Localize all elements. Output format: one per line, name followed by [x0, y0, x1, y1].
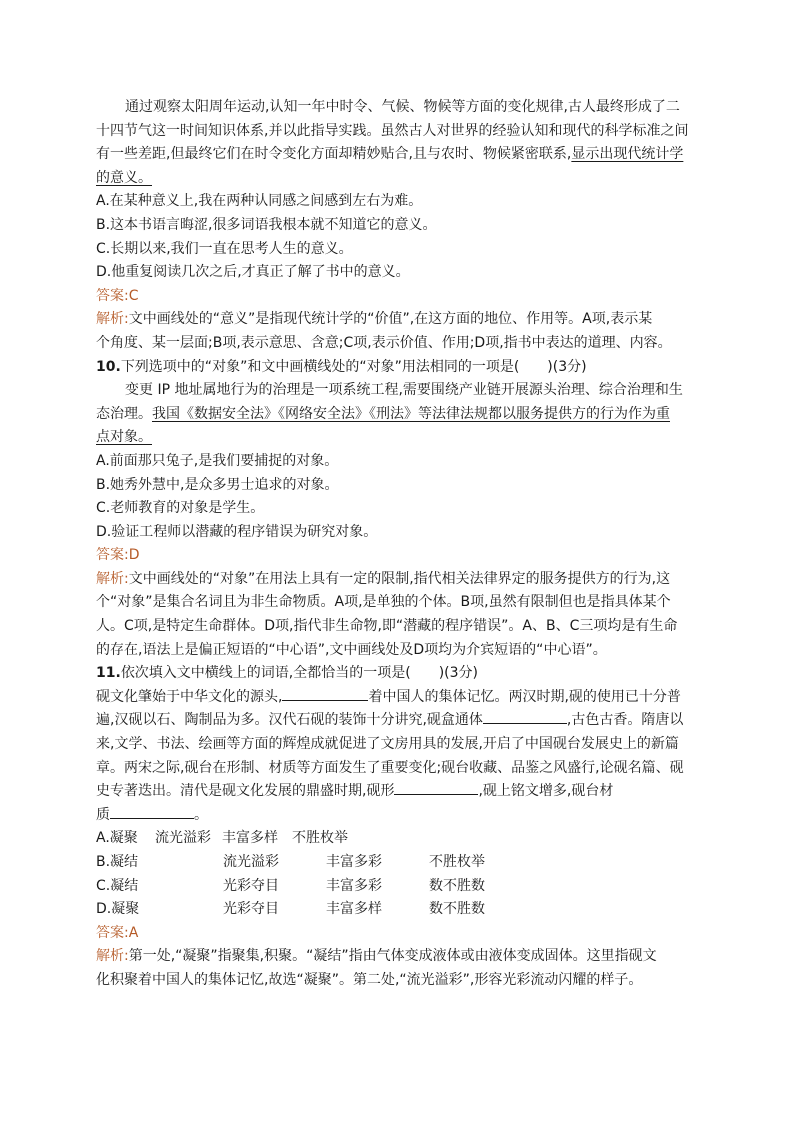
question-number: 10. [96, 358, 121, 375]
option-word: 不胜枚举 [429, 854, 485, 870]
passage-text: 砚文化肇始于中华文化的源头, [96, 688, 283, 705]
option-d: D.他重复阅读几次之后,才真正了解了书中的意义。 [96, 264, 410, 281]
answer-label: 答案: [96, 547, 129, 564]
q9-passage-line: 通过观察太阳周年运动,认知一年中时令、气候、物候等方面的变化规律,古人最终形成了二 [125, 99, 680, 115]
passage-text: ,砚上铭文增多,砚台材 [478, 783, 614, 800]
option-word: 不胜枚举 [292, 830, 348, 847]
option-c [96, 875, 702, 899]
analysis-text: 文中画线处的“意义”是指现代统计学的“价值”,在这方面的地位、作用等。A项,表示某 [128, 311, 653, 328]
q10-passage-line [96, 403, 702, 427]
option-word: 丰富多样 [326, 901, 382, 918]
underlined-phrase: 的意义。 [96, 169, 152, 186]
option-word: 流光溢彩 [223, 854, 279, 870]
question-stem: 下列选项中的“对象”和文中画横线处的“对象”用法相同的一项是( )(3分) [120, 358, 587, 375]
option-word: A.凝聚 [96, 830, 138, 847]
option-word: C.凝结 [96, 877, 139, 894]
answer-label: 答案: [96, 924, 129, 941]
answer [96, 922, 702, 946]
analysis [96, 945, 702, 969]
q11-passage-line: 章。两宋之际,砚台在形制、材质等方面发生了重要变化;砚台收藏、品鉴之风盛行,论砚名篇、砚 [96, 759, 684, 776]
fill-blank [282, 686, 368, 701]
analysis [96, 568, 702, 592]
passage-text: 有一些差距,但最终它们在时令变化方面却精妙贴合,且与农时、物候紧密联系, [96, 146, 572, 163]
option-a [96, 827, 702, 851]
passage-text: 着中国人的集体记忆。两汉时期,砚的使用已十分普 [368, 688, 681, 705]
option-word: 丰富多彩 [326, 877, 382, 894]
option-word: 丰富多样 [222, 830, 278, 847]
option-d: D.验证工程师以潜藏的程序错误为研究对象。 [96, 523, 378, 540]
analysis-line: 化积聚着中国人的集体记忆,故选“凝聚”。第二处,“流光溢彩”,形容光彩流动闪耀的样子。 [96, 971, 643, 988]
option-c: C.长期以来,我们一直在思考人生的意义。 [96, 240, 353, 257]
option-word: 光彩夺目 [223, 901, 279, 918]
option-word: 丰富多彩 [326, 854, 382, 870]
answer [96, 285, 702, 309]
analysis-text: 第一处,“凝聚”指聚集,积聚。“凝结”指由气体变成液体或由液体变成固体。这里指砚文 [128, 948, 657, 965]
answer-label: 答案: [96, 287, 129, 304]
passage-text: 遍,汉砚以石、陶制品为多。汉代石砚的装饰十分讲究,砚盒通体 [96, 712, 483, 729]
q11-passage-line: 来,文学、书法、绘画等方面的辉煌成就促进了文房用具的发展,开启了中国砚台发展史上的新篇 [96, 736, 679, 753]
analysis [96, 308, 702, 332]
option-b: B.这本书语言晦涩,很多词语我根本就不知道它的意义。 [96, 216, 437, 233]
underlined-phrase: 点对象。 [96, 429, 152, 446]
option-b [96, 851, 702, 875]
question-number: 11. [96, 665, 121, 682]
option-b: B.她秀外慧中,是众多男士追求的对象。 [96, 476, 339, 493]
option-a: A.在某种意义上,我在两种认同感之间感到左右为难。 [96, 193, 423, 210]
passage-text: 质 [96, 806, 110, 823]
option-word: 数不胜数 [429, 901, 485, 918]
option-word: 流光溢彩 [155, 830, 211, 847]
analysis-label: 解析: [96, 570, 129, 587]
passage-text: 态治理。 [96, 405, 152, 422]
option-a: A.前面那只兔子,是我们要捕捉的对象。 [96, 452, 339, 469]
question-10 [96, 356, 702, 380]
answer-value: A [128, 924, 139, 941]
q10-passage-line: 变更 IP 地址属地行为的治理是一项系统工程,需要围绕产业链开展源头治理、综合治理和生 [125, 382, 683, 399]
underlined-phrase: 显示出现代统计学 [571, 146, 684, 163]
passage-text: 。 [194, 806, 208, 823]
analysis-label: 解析: [96, 311, 129, 328]
q11-passage-line [96, 709, 702, 733]
analysis-label: 解析: [96, 948, 129, 965]
answer-value: C [128, 287, 139, 304]
document-page [96, 96, 702, 993]
fill-blank [394, 780, 478, 795]
option-word: 数不胜数 [429, 877, 485, 894]
answer [96, 544, 702, 568]
q10-passage-line [96, 426, 702, 450]
analysis-line: 个角度、某一层面;B项,表示意思、含意;C项,表示价值、作用;D项,指书中表达的道理、内容。 [96, 334, 672, 351]
passage-text: 史专著迭出。清代是砚文化发展的鼎盛时期,砚形 [96, 783, 395, 800]
analysis-text: 文中画线处的“对象”在用法上具有一定的限制,指代相关法律界定的服务提供方的行为,这 [128, 570, 671, 587]
question-stem: 依次填入文中横线上的词语,全都恰当的一项是( )(3分) [120, 665, 479, 682]
q11-passage-line [96, 780, 702, 804]
option-c: C.老师教育的对象是学生。 [96, 500, 265, 517]
answer-value: D [128, 547, 140, 564]
fill-blank [110, 804, 194, 819]
analysis-line: 个“对象”是集合名词且为非生命物质。A项,是单独的个体。B项,虽然有限制但也是指具体某个 [96, 594, 671, 611]
option-word: B.凝结 [96, 854, 139, 870]
underlined-phrase: 我国《数据安全法》《网络安全法》《刑法》等法律法规都以服务提供方的行为作为重 [152, 405, 670, 422]
option-word: D.凝聚 [96, 901, 140, 918]
analysis-line: 人。C项,是特定生命群体。D项,指代非生命物,即“潜藏的程序错误”。A、B、C三项均是有生命 [96, 618, 678, 635]
fill-blank [483, 709, 567, 724]
q9-passage-line [96, 167, 702, 191]
analysis-line: 的存在,语法上是偏正短语的“中心语”,文中画线处及D项均为介宾短语的“中心语”。 [96, 641, 607, 658]
q11-passage-line [96, 686, 702, 710]
q9-passage-line [96, 143, 702, 167]
q11-passage-line [96, 804, 702, 828]
option-d [96, 898, 702, 922]
question-11 [96, 662, 702, 686]
q9-passage-line: 十四节气这一时间知识体系,并以此指导实践。虽然古人对世界的经验认知和现代的科学标准之间 [96, 122, 689, 139]
option-word: 光彩夺目 [223, 877, 279, 894]
passage-text: ,古色古香。隋唐以 [566, 712, 684, 729]
